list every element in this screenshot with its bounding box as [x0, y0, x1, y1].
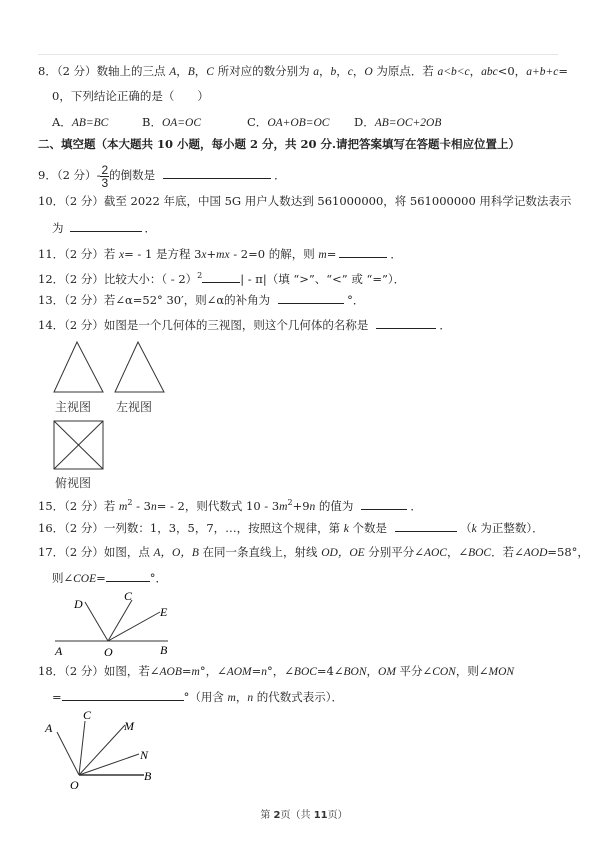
label-a: A	[55, 644, 63, 658]
question-11	[38, 245, 402, 263]
question-14	[38, 316, 451, 333]
var: COE	[73, 573, 97, 585]
question-12	[38, 268, 405, 287]
var: AOD	[523, 547, 548, 559]
q-text: +	[206, 247, 217, 261]
var: m	[227, 692, 236, 704]
q-text: =4∠	[316, 664, 344, 678]
q-number: 18．	[38, 664, 65, 678]
q-score: （2 分）	[56, 64, 97, 78]
answer-blank[interactable]	[62, 688, 184, 701]
q-score: （2 分）	[56, 168, 97, 182]
var: k	[471, 523, 477, 535]
option-d[interactable]	[354, 114, 441, 131]
q-text: 的代数式表示）．	[253, 690, 344, 704]
sep: ，	[319, 64, 331, 78]
q-number: 14．	[38, 318, 65, 332]
q-end: ．	[410, 498, 422, 513]
var: C	[206, 66, 214, 78]
q-text: °，∠	[199, 664, 227, 678]
q-text: =	[326, 247, 337, 261]
sep: ，	[194, 64, 207, 78]
sep: ，	[469, 64, 482, 78]
q-number: 8．	[38, 64, 57, 78]
q-end: °．	[149, 571, 168, 585]
question-8-options	[52, 114, 441, 131]
option-text: AB=BC	[71, 117, 109, 129]
total-pages: 11	[313, 810, 328, 821]
q-text: 则∠	[52, 571, 74, 585]
var: m	[318, 249, 327, 261]
option-label: A．	[52, 115, 72, 129]
label-d: D	[74, 597, 83, 611]
option-label: C．	[247, 115, 268, 129]
q-text: 如图，点	[103, 545, 154, 559]
q-score: （2 分）	[64, 194, 104, 208]
q-end: ．	[439, 318, 451, 332]
q-text: 如图是一个几何体的三视图，则这个几何体的名称是	[103, 318, 369, 332]
q-number: 17．	[38, 545, 65, 559]
question-8	[38, 63, 568, 80]
question-15	[38, 495, 422, 515]
question-18	[38, 663, 514, 680]
denominator: 3	[101, 175, 109, 190]
condition: <0，	[497, 64, 527, 78]
q-text: ，	[366, 664, 379, 678]
q-end: °（用含	[183, 690, 228, 704]
ray-oe	[108, 612, 160, 641]
answer-blank[interactable]	[202, 270, 240, 283]
label-b: B	[160, 643, 168, 657]
question-10	[38, 193, 571, 209]
q-end: ．	[390, 247, 402, 261]
q-text: 若∠α=52° 30′，则∠α的补角为	[103, 293, 271, 307]
page-footer	[0, 806, 608, 821]
condition: a<b<c	[437, 66, 470, 78]
front-view-label: 主视图	[55, 400, 92, 414]
q-text: 截至 2022 年底，中国 5G 用户人数达到 561000000，将 561000000 用科学记数法表示	[103, 194, 572, 208]
q-text: 的值为	[315, 498, 354, 513]
condition: =	[558, 64, 568, 78]
sep: ，	[352, 64, 365, 78]
option-text: OA+OB=OC	[267, 117, 330, 129]
q-text: 所对应的数分别为	[213, 64, 314, 78]
q-text: 为	[52, 221, 64, 235]
section-title: 二、填空题（本大题共 10 小题，每小题 2 分，共 20 分.请把答案填写在答题卡相应位置上）	[38, 137, 521, 151]
label-m: M	[124, 719, 134, 733]
q-score: （2 分）	[64, 664, 104, 678]
condition: a+b+c	[526, 66, 559, 78]
label-o: O	[104, 645, 113, 659]
ray-om	[79, 725, 125, 775]
q-text: - 3	[132, 498, 151, 513]
q-text: =58°，	[547, 545, 589, 559]
q-text: 为原点．若	[372, 64, 438, 78]
footer-text: 页（共	[280, 810, 314, 821]
q-text: 如图，若∠	[103, 664, 160, 678]
q-score: （2 分）	[64, 271, 104, 286]
var: MON	[488, 666, 515, 678]
answer-blank[interactable]	[339, 245, 387, 258]
q-text: 若	[103, 498, 120, 513]
page-number: 2	[273, 810, 281, 821]
option-a[interactable]	[52, 114, 142, 131]
var: B	[187, 66, 195, 78]
q-text: =	[52, 690, 62, 704]
option-text: OA=OC	[161, 117, 202, 129]
q-text: °，∠	[267, 664, 294, 678]
sep: ，	[336, 64, 348, 78]
var: n	[150, 500, 157, 513]
exponent: 2	[287, 498, 293, 507]
q-score: （2 分）	[64, 293, 104, 307]
sep: ，	[235, 690, 248, 704]
q-text: ，∠	[446, 545, 469, 559]
question-18-line2	[52, 688, 343, 706]
q-text: = - 1 是方程 3	[124, 247, 202, 261]
q-score: （2 分）	[64, 318, 104, 332]
ray-oa	[57, 732, 79, 775]
q-text: | - π|（填 “>”、“<” 或 “=”）．	[240, 271, 406, 286]
label-c: C	[83, 708, 92, 722]
var: AOM	[226, 666, 252, 678]
ray-od	[85, 602, 108, 641]
var: c	[347, 66, 353, 78]
question-9	[38, 162, 286, 189]
var: x	[119, 249, 125, 261]
q-text: = - 2，则代数式 10 - 3	[156, 498, 280, 513]
answer-blank[interactable]	[376, 316, 436, 329]
q-number: 10．	[38, 194, 65, 208]
q-end: ．	[144, 221, 156, 235]
q-end: °．	[347, 293, 365, 307]
q-text: （	[460, 521, 472, 535]
question-10-line2	[52, 219, 156, 236]
q-number: 11．	[38, 247, 65, 261]
q-text: =	[251, 664, 262, 678]
answer-blank[interactable]	[163, 166, 271, 179]
question-8-line2: 0，下列结论正确的是（ ）	[52, 89, 209, 103]
q-text: 为正整数）．	[476, 521, 544, 535]
var: O	[364, 66, 373, 78]
q-number: 16．	[38, 521, 65, 535]
option-b[interactable]	[142, 114, 247, 131]
var: AOB	[159, 666, 182, 678]
footer-text: 第	[260, 810, 274, 821]
q-text: ．若∠	[491, 545, 524, 559]
left-view-label: 左视图	[116, 400, 153, 414]
q17-figure	[50, 588, 190, 660]
q-end: ．	[274, 168, 286, 182]
q-score: （2 分）	[64, 247, 104, 261]
answer-blank[interactable]	[395, 519, 457, 532]
left-view-triangle	[115, 342, 164, 392]
var: BON	[343, 666, 367, 678]
question-17-line2	[52, 569, 167, 587]
q-text: 数轴上的三点	[96, 64, 170, 78]
q-text: - 2=0 的解，则	[229, 247, 319, 261]
answer-blank[interactable]	[106, 569, 150, 582]
option-label: B．	[142, 115, 162, 129]
var: b	[330, 66, 337, 78]
option-label: D．	[354, 115, 375, 129]
q-number: 13．	[38, 293, 65, 307]
var: mx	[216, 249, 230, 261]
header-divider	[38, 54, 558, 55]
option-text: AB=OC+2OB	[374, 117, 442, 129]
var: A	[169, 66, 177, 78]
exponent: 2	[197, 271, 203, 280]
q-text: +9	[292, 498, 310, 513]
var: A，O，B	[153, 547, 199, 559]
q-number: 15．	[38, 498, 65, 513]
q-number: 12．	[38, 271, 65, 286]
var: x	[201, 249, 207, 261]
var: a	[313, 66, 320, 78]
footer-text: 页）	[327, 810, 348, 821]
q-score: （2 分）	[64, 521, 104, 535]
front-view-triangle	[54, 342, 103, 392]
answer-blank[interactable]	[361, 497, 407, 510]
three-views-figure-triangles	[52, 340, 212, 395]
label-c: C	[124, 589, 133, 603]
q-text: 在同一条直线上，射线	[198, 545, 322, 559]
q-text: 一列数：1，3，5，7，…，按照这个规律，第	[103, 521, 344, 535]
q-text: 平分∠	[395, 664, 433, 678]
var: k	[343, 523, 349, 535]
q-text: 的倒数是	[109, 168, 156, 182]
label-o: O	[70, 778, 79, 792]
var: BOC	[468, 547, 492, 559]
var: n	[247, 692, 254, 704]
exponent: 2	[127, 498, 133, 507]
q-text: 比较大小：（ - 2）	[103, 271, 198, 286]
var: OD，OE	[321, 547, 365, 559]
top-view-figure	[52, 419, 112, 471]
option-c[interactable]	[247, 114, 354, 131]
q-text: 分别平分∠	[364, 545, 424, 559]
answer-blank[interactable]	[278, 291, 344, 304]
q-number: 9．	[38, 168, 57, 182]
label-n: N	[140, 748, 149, 762]
q-text: 若	[103, 247, 120, 261]
var: m	[191, 666, 200, 678]
q-score: （2 分）	[64, 545, 104, 559]
var: BOC	[293, 666, 317, 678]
condition: abc	[481, 66, 498, 78]
q-text: =	[181, 664, 192, 678]
var: m	[279, 500, 288, 513]
label-b: B	[144, 769, 152, 783]
question-17	[38, 544, 589, 561]
label-e: E	[160, 605, 168, 619]
var: n	[261, 666, 268, 678]
var: m	[119, 500, 128, 513]
sep: ，	[176, 64, 188, 78]
var: n	[309, 500, 316, 513]
fraction	[100, 164, 109, 189]
question-13	[38, 291, 364, 308]
ray-oc	[79, 721, 85, 775]
var: OM	[378, 666, 396, 678]
top-view-label: 俯视图	[55, 476, 92, 490]
numerator: 2	[101, 162, 109, 177]
q-score: （2 分）	[64, 498, 104, 513]
q-text: =	[96, 571, 106, 585]
q-text: ，则∠	[455, 664, 489, 678]
q-text: 个数是	[348, 521, 388, 535]
answer-blank[interactable]	[70, 219, 142, 232]
question-16	[38, 519, 544, 537]
label-a: A	[45, 721, 53, 735]
var: CON	[432, 666, 456, 678]
q18-figure	[45, 708, 200, 793]
var: AOC	[423, 547, 447, 559]
neg-sign: -	[96, 168, 101, 182]
